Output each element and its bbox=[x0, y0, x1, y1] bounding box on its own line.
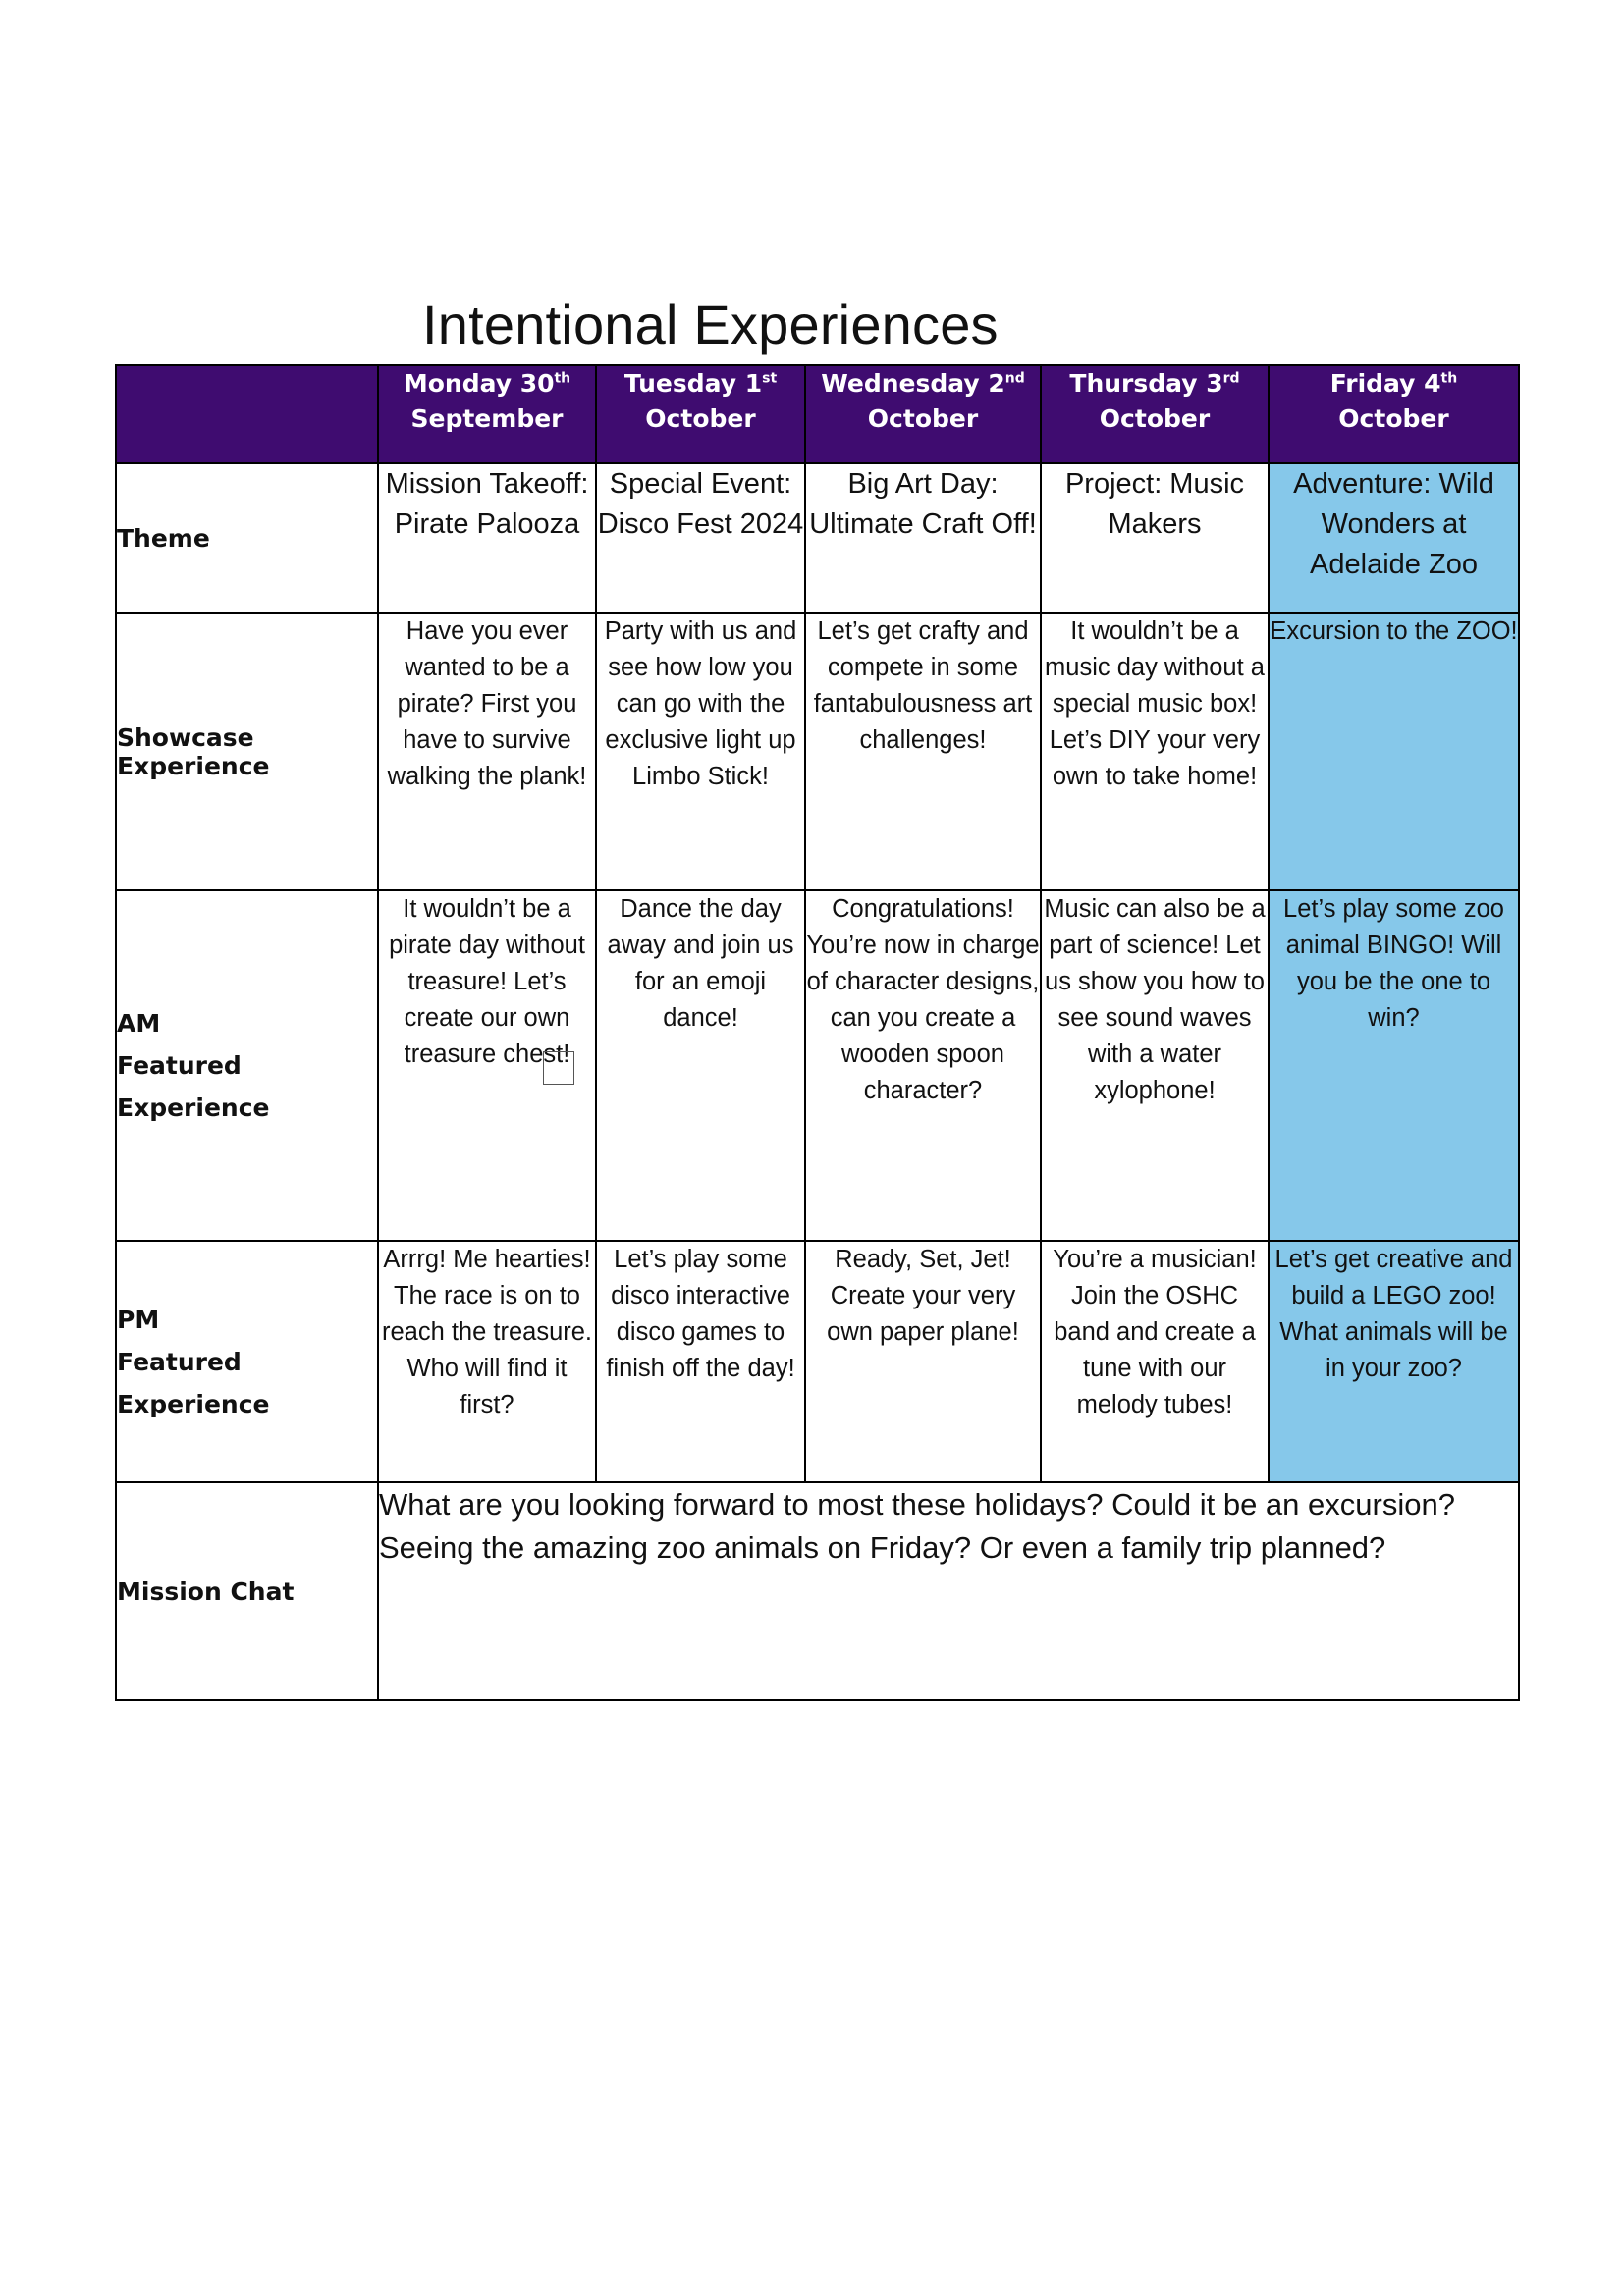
day-ordinal: th bbox=[1440, 370, 1458, 387]
showcase-cell-friday: Excursion to the ZOO! bbox=[1269, 613, 1519, 890]
row-label-theme: Theme bbox=[116, 463, 378, 613]
label-line: Experience bbox=[117, 751, 270, 780]
header-day-friday bbox=[1269, 365, 1519, 463]
label-line: Showcase bbox=[117, 722, 254, 752]
day-name: Wednesday 2 bbox=[821, 369, 1005, 398]
theme-cell-wednesday: Big Art Day: Ultimate Craft Off! bbox=[805, 463, 1041, 613]
pm-cell-wednesday: Ready, Set, Jet! Create your very own paper plane! bbox=[805, 1241, 1041, 1482]
showcase-row bbox=[116, 613, 1519, 890]
row-label-mission-chat: Mission Chat bbox=[116, 1482, 378, 1700]
showcase-cell-wednesday: Let’s get crafty and compete in some fantabulousness art challenges! bbox=[805, 613, 1041, 890]
showcase-cell-tuesday: Party with us and see how low you can go with the exclusive light up Limbo Stick! bbox=[596, 613, 805, 890]
day-ordinal: st bbox=[762, 370, 778, 387]
theme-cell-friday: Adventure: Wild Wonders at Adelaide Zoo bbox=[1269, 463, 1519, 613]
day-month: October bbox=[867, 404, 979, 433]
header-empty-cell bbox=[116, 365, 378, 463]
pm-cell-thursday: You’re a musician! Join the OSHC band and create a tune with our melody tubes! bbox=[1041, 1241, 1269, 1482]
am-cell-thursday: Music can also be a part of science! Let us show you how to see sound waves with a water xylophone! bbox=[1041, 890, 1269, 1241]
label-line: Featured bbox=[117, 1051, 242, 1080]
day-name: Tuesday 1 bbox=[623, 369, 763, 398]
header-day-tuesday bbox=[596, 365, 805, 463]
label-line: Experience bbox=[117, 1094, 270, 1122]
weekly-plan-table bbox=[115, 364, 1520, 1701]
day-name: Monday 30 bbox=[403, 369, 555, 398]
theme-row bbox=[116, 463, 1519, 613]
pm-cell-friday: Let’s get creative and build a LEGO zoo! What animals will be in your zoo? bbox=[1269, 1241, 1519, 1482]
am-cell-wednesday: Congratulations! You’re now in charge of character designs, can you create a wooden spoon character? bbox=[805, 890, 1041, 1241]
showcase-cell-monday: Have you ever wanted to be a pirate? First you have to survive walking the plank! bbox=[378, 613, 596, 890]
pm-row bbox=[116, 1241, 1519, 1482]
pm-cell-tuesday: Let’s play some disco interactive disco games to finish off the day! bbox=[596, 1241, 805, 1482]
header-day-monday bbox=[378, 365, 596, 463]
header-day-thursday bbox=[1041, 365, 1269, 463]
row-label-pm bbox=[116, 1241, 378, 1482]
theme-cell-tuesday: Special Event: Disco Fest 2024 bbox=[596, 463, 805, 613]
inline-box-marker bbox=[543, 1051, 574, 1085]
showcase-cell-thursday: It wouldn’t be a music day without a special music box! Let’s DIY your very own to take home! bbox=[1041, 613, 1269, 890]
mission-chat-row bbox=[116, 1482, 1519, 1700]
page-title: Intentional Experiences bbox=[422, 294, 999, 355]
row-label-showcase bbox=[116, 613, 378, 890]
label-line: PM bbox=[117, 1305, 160, 1334]
label-line: Featured bbox=[117, 1347, 242, 1376]
day-name: Thursday 3 bbox=[1069, 369, 1223, 398]
day-month: October bbox=[1099, 404, 1211, 433]
day-ordinal: rd bbox=[1222, 370, 1240, 387]
mission-chat-text: What are you looking forward to most these holidays? Could it be an excursion? Seeing the amazing zoo animals on Friday? Or even a family trip planned? bbox=[378, 1482, 1519, 1700]
am-cell-monday: It wouldn’t be a pirate day without treasure! Let’s create our own treasure chest! bbox=[378, 890, 596, 1241]
day-month: October bbox=[1338, 404, 1449, 433]
am-cell-friday: Let’s play some zoo animal BINGO! Will you be the one to win? bbox=[1269, 890, 1519, 1241]
row-label-am bbox=[116, 890, 378, 1241]
header-day-wednesday bbox=[805, 365, 1041, 463]
am-row bbox=[116, 890, 1519, 1241]
am-cell-tuesday: Dance the day away and join us for an emoji dance! bbox=[596, 890, 805, 1241]
theme-cell-monday: Mission Takeoff: Pirate Palooza bbox=[378, 463, 596, 613]
pm-cell-monday: Arrrg! Me hearties! The race is on to reach the treasure. Who will find it first? bbox=[378, 1241, 596, 1482]
label-line: Experience bbox=[117, 1389, 270, 1418]
day-month: October bbox=[645, 404, 756, 433]
label-line: AM bbox=[117, 1009, 161, 1038]
day-name: Friday 4 bbox=[1329, 369, 1441, 398]
header-row bbox=[116, 365, 1519, 463]
day-ordinal: nd bbox=[1004, 370, 1025, 387]
day-month: September bbox=[410, 404, 564, 433]
theme-cell-thursday: Project: Music Makers bbox=[1041, 463, 1269, 613]
day-ordinal: th bbox=[554, 370, 571, 387]
